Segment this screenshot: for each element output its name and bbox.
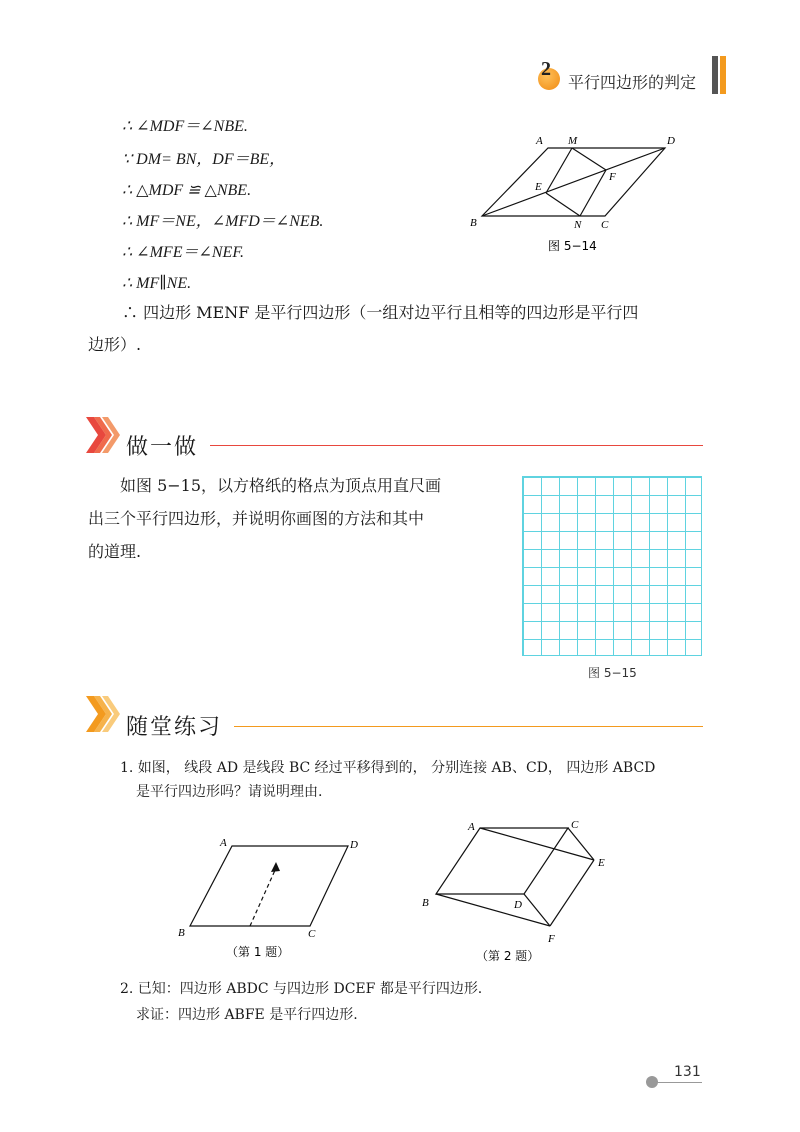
translation-arrow-dashed	[250, 868, 276, 926]
proof-line-5: ∴ ∠MFE＝∠NEF.	[122, 244, 245, 261]
label-b: B	[178, 927, 185, 939]
activity-divider	[210, 445, 703, 446]
proof-line-6: ∴ MF∥NE.	[122, 275, 192, 292]
chevron-arrows-icon	[84, 694, 124, 734]
label-a: A	[220, 837, 227, 849]
label-e: E	[535, 181, 542, 193]
segment-ef	[550, 860, 594, 926]
segment-fn	[580, 170, 606, 216]
proof-line-4: ∴ MF＝NE，∠MFD＝∠NEB.	[122, 213, 324, 230]
label-d: D	[667, 135, 675, 147]
label-d: D	[350, 839, 358, 851]
question-1-line-2: 是平行四边形吗？请说明理由.	[136, 784, 323, 800]
label-b: B	[470, 217, 477, 229]
figure-question-1	[170, 830, 370, 965]
activity-text-line-2: 出三个平行四边形，并说明你画图的方法和其中	[88, 509, 425, 528]
label-f: F	[609, 171, 616, 183]
segment-df	[524, 894, 550, 926]
segment-me	[546, 148, 572, 193]
figure-5-14	[460, 128, 690, 258]
section-number: 2	[541, 58, 551, 80]
segment-en	[546, 193, 580, 216]
activity-title: 做一做	[126, 435, 199, 460]
caption-fig-5-15: 图 5−15	[588, 666, 637, 680]
caption-fig-5-14: 图 5−14	[548, 239, 597, 253]
parallelogram-abcd	[190, 846, 348, 926]
question-2-line-1: 2. 已知：四边形 ABDC 与四边形 DCEF 都是平行四边形.	[120, 981, 483, 997]
label-n: N	[574, 219, 582, 231]
practice-divider	[234, 726, 703, 727]
label-c: C	[308, 928, 316, 940]
activity-text-line-1: 如图 5−15，以方格纸的格点为顶点用直尺画	[120, 476, 442, 495]
caption-question-2: （第 2 题）	[476, 949, 540, 963]
question-2-line-2: 求证：四边形 ABFE 是平行四边形.	[136, 1007, 358, 1023]
label-a: A	[468, 821, 475, 833]
label-e: E	[598, 857, 605, 869]
segment-ae	[480, 828, 594, 860]
page-number-line	[656, 1082, 702, 1083]
parallelogram-abdc	[436, 828, 568, 894]
section-title: 平行四边形的判定	[568, 73, 697, 92]
segment-mf	[572, 148, 606, 170]
page-number: 131	[674, 1064, 701, 1080]
segment-ce	[568, 828, 594, 860]
header-bar-orange	[720, 56, 726, 94]
practice-title: 随堂练习	[126, 715, 223, 740]
grid-paper	[522, 476, 702, 656]
label-c: C	[571, 819, 579, 831]
arrow-head-icon	[271, 862, 280, 872]
chevron-arrows-icon	[84, 415, 124, 455]
chapter-header	[530, 60, 730, 100]
proof-line-3: ∴ △MDF ≌ △NBE.	[122, 182, 252, 199]
label-m: M	[568, 135, 578, 147]
proof-conclusion-line-1: ∴ 四边形 MENF 是平行四边形（一组对边平行且相等的四边形是平行四	[122, 303, 639, 322]
figure-question-2	[418, 812, 618, 967]
label-f: F	[548, 933, 555, 945]
diagonal-bd	[482, 148, 665, 216]
proof-conclusion-line-2: 边形）.	[88, 335, 142, 354]
header-bar-dark	[712, 56, 718, 94]
proof-line-1: ∴ ∠MDF＝∠NBE.	[122, 118, 248, 135]
caption-question-1: （第 1 题）	[226, 945, 290, 959]
question-1-line-1: 1. 如图， 线段 AD 是线段 BC 经过平移得到的， 分别连接 AB、CD， 四边形 ABCD	[120, 760, 656, 776]
activity-text-line-3: 的道理.	[88, 542, 142, 561]
label-b: B	[422, 897, 429, 909]
segment-bf	[436, 894, 550, 926]
proof-line-2: ∵ DM= BN，DF＝BE，	[122, 151, 286, 168]
label-a: A	[536, 135, 543, 147]
label-c: C	[601, 219, 609, 231]
label-d: D	[514, 899, 522, 911]
